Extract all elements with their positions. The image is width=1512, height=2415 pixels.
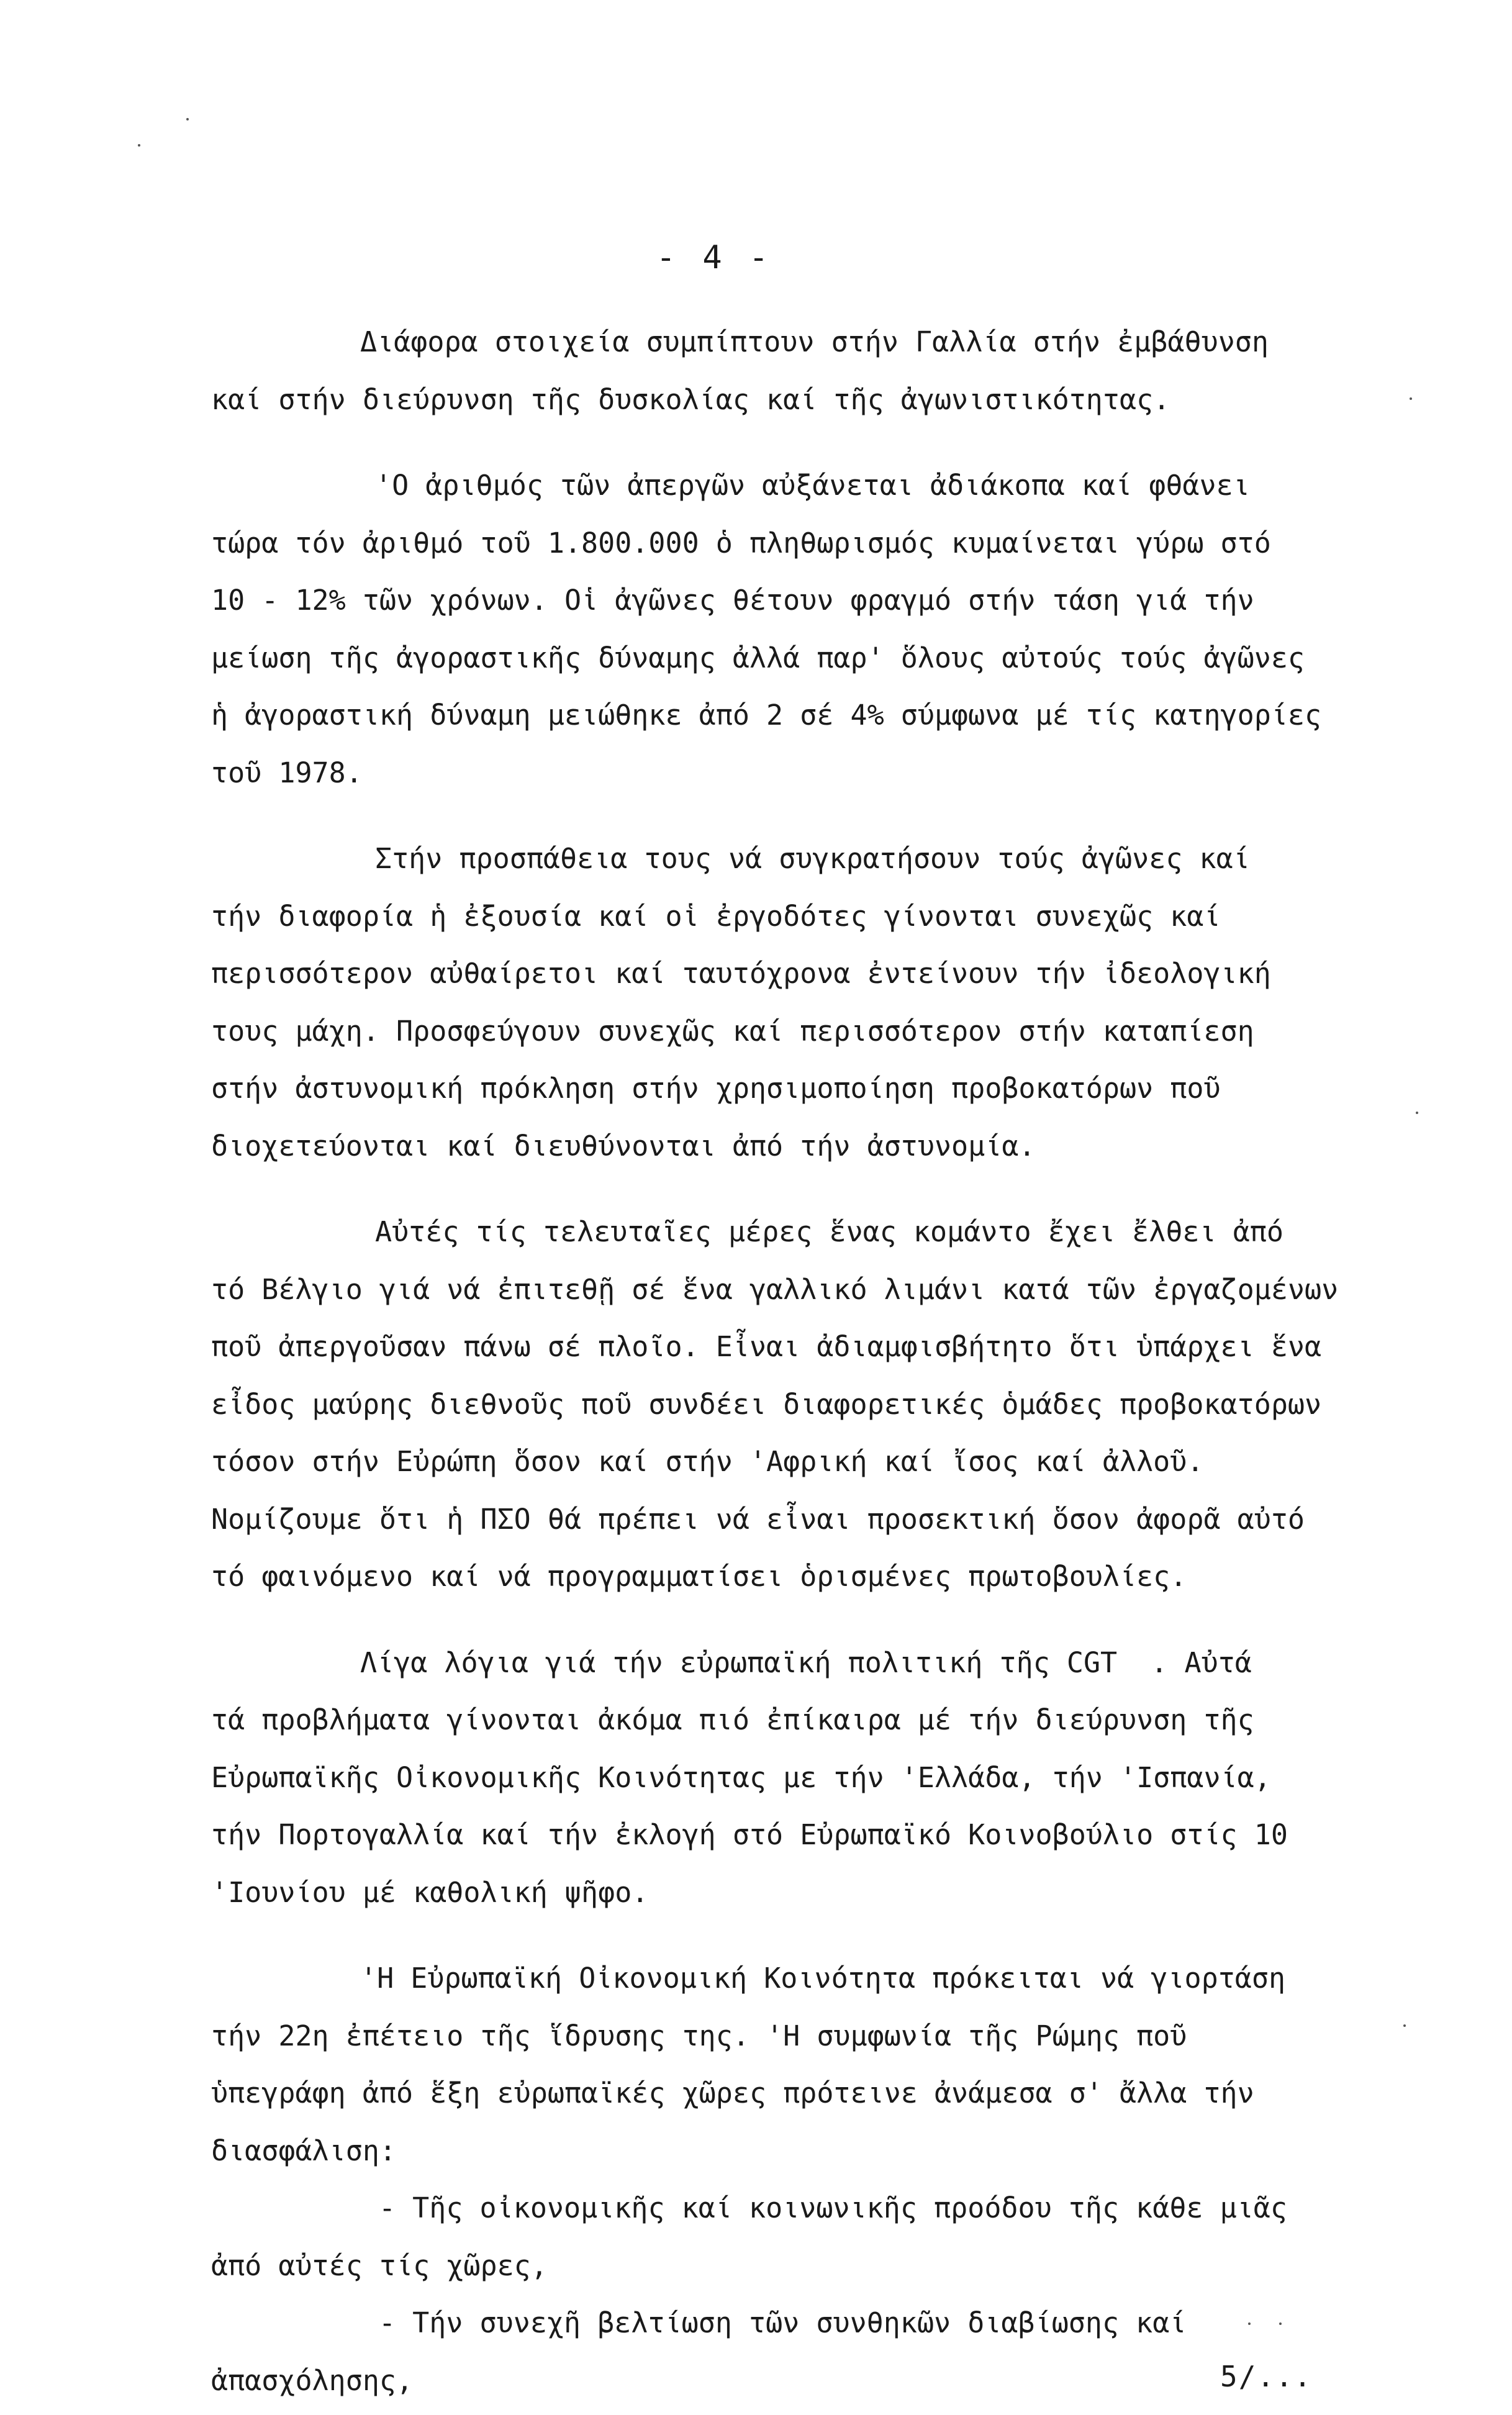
text-line: Λίγα λόγια γιά τήν εὐρωπαϊκή πολιτική τῆς CGT . Αὐτά bbox=[360, 1646, 1252, 1679]
scan-speck bbox=[1403, 2024, 1406, 2027]
text-line: - Τῆς οἰκονομικῆς καί κοινωνικῆς προόδου τῆς κάθε μιᾶς bbox=[379, 2191, 1287, 2224]
paragraph-3 bbox=[211, 830, 1441, 1175]
text-line: ἡ ἀγοραστική δύναμη μειώθηκε ἀπό 2 σέ 4% σύμφωνα μέ τίς κατηγορίες bbox=[211, 699, 1322, 732]
text-line: τώρα τόν ἀριθμό τοῦ 1.800.000 ὁ πληθωρισμός κυμαίνεται γύρω στό bbox=[211, 526, 1271, 560]
scan-speck bbox=[1248, 2322, 1251, 2325]
text-line: τους μάχη. Προσφεύγουν συνεχῶς καί περισσότερον στήν καταπίεση bbox=[211, 1014, 1254, 1048]
scan-speck bbox=[138, 144, 140, 147]
scan-speck bbox=[186, 118, 189, 120]
text-line: τήν Πορτογαλλία καί τήν ἐκλογή στό Εὐρωπαϊκό Κοινοβούλιο στίς 10 bbox=[211, 1818, 1288, 1851]
paragraph-4 bbox=[211, 1203, 1441, 1606]
text-line: Διάφορα στοιχεία συμπίπτουν στήν Γαλλία στήν ἐμβάθυνση bbox=[360, 325, 1269, 358]
next-page-marker: 5/... bbox=[1220, 2360, 1313, 2393]
text-line: τήν διαφορία ἡ ἐξουσία καί οἱ ἐργοδότες γίνονται συνεχῶς καί bbox=[211, 899, 1221, 933]
text-line: περισσότερον αὐθαίρετοι καί ταυτόχρονα ἐντείνουν τήν ἰδεολογική bbox=[211, 957, 1271, 990]
paragraph-1 bbox=[211, 314, 1441, 428]
text-line: ἀπασχόλησης, bbox=[211, 2363, 414, 2397]
scan-speck bbox=[1410, 397, 1412, 400]
text-line: Νομίζουμε ὅτι ἡ ΠΣΟ θά πρέπει νά εἶναι προσεκτική ὅσον ἀφορᾶ αὐτό bbox=[211, 1502, 1305, 1536]
text-line: 'Η Εὐρωπαϊκή Οἰκονομική Κοινότητα πρόκειται νά γιορτάση bbox=[360, 1962, 1286, 1995]
text-line: τόσον στήν Εὐρώπη ὅσον καί στήν 'Αφρική καί ἴσος καί ἀλλοῦ. bbox=[211, 1445, 1204, 1478]
page-number: - 4 - bbox=[656, 239, 772, 276]
paragraph-2 bbox=[211, 457, 1441, 802]
text-line: καί στήν διεύρυνση τῆς δυσκολίας καί τῆς ἀγωνιστικότητας. bbox=[211, 383, 1170, 416]
text-line: ὑπεγράφη ἀπό ἕξη εὐρωπαϊκές χῶρες πρότεινε ἀνάμεσα σ' ἄλλα τήν bbox=[211, 2077, 1254, 2109]
scan-speck bbox=[1416, 1112, 1418, 1114]
text-line: ἀπό αὐτές τίς χῶρες, bbox=[211, 2249, 548, 2282]
paragraph-5 bbox=[211, 1634, 1441, 1922]
scan-speck bbox=[1279, 2322, 1282, 2325]
text-line: τοῦ 1978. bbox=[211, 756, 363, 789]
text-line: 'Ιουνίου μέ καθολική ψῆφο. bbox=[211, 1875, 649, 1909]
text-line: - Τήν συνεχῆ βελτίωση τῶν συνθηκῶν διαβίωσης καί bbox=[379, 2306, 1187, 2339]
text-line: τό φαινόμενο καί νά προγραμματίσει ὁρισμένες πρωτοβουλίες. bbox=[211, 1560, 1187, 1593]
text-line: τό Βέλγιο γιά νά ἐπιτεθῇ σέ ἕνα γαλλικό λιμάνι κατά τῶν ἐργαζομένων bbox=[211, 1272, 1339, 1306]
text-line: εἶδος μαύρης διεθνοῦς ποῦ συνδέει διαφορετικές ὁμάδες προβοκατόρων bbox=[211, 1387, 1322, 1421]
list-item-1 bbox=[211, 2180, 1441, 2295]
text-line: μείωση τῆς ἀγοραστικῆς δύναμης ἀλλά παρ' ὅλους αὐτούς τούς ἀγῶνες bbox=[211, 641, 1305, 674]
text-line: διασφάλιση: bbox=[211, 2134, 397, 2167]
paragraph-6 bbox=[211, 1950, 1441, 2180]
document-body bbox=[211, 314, 1441, 2409]
text-line: στήν ἀστυνομική πρόκληση στήν χρησιμοποίηση προβοκατόρων ποῦ bbox=[211, 1072, 1221, 1105]
text-line: τήν 22η ἐπέτειο τῆς ἵδρυσης της. 'Η συμφωνία τῆς Ρώμης ποῦ bbox=[211, 2019, 1187, 2052]
text-line: διοχετεύονται καί διευθύνονται ἀπό τήν ἀστυνομία. bbox=[211, 1129, 1036, 1162]
text-line: Εὐρωπαϊκῆς Οἰκονομικῆς Κοινότητας με τήν 'Ελλάδα, τήν 'Ισπανία, bbox=[211, 1760, 1271, 1794]
text-line: 10 - 12% τῶν χρόνων. Οἱ ἀγῶνες θέτουν φραγμό στήν τάση γιά τήν bbox=[211, 584, 1254, 617]
text-line: ποῦ ἀπεργοῦσαν πάνω σέ πλοῖο. Εἶναι ἀδιαμφισβήτητο ὅτι ὑπάρχει ἕνα bbox=[211, 1330, 1322, 1363]
text-line: Αὐτές τίς τελευταῖες μέρες ἕνας κομάντο ἔχει ἔλθει ἀπό bbox=[375, 1215, 1283, 1248]
text-line: 'Ο ἀριθμός τῶν ἀπεργῶν αὐξάνεται ἀδιάκοπα καί φθάνει bbox=[375, 469, 1250, 502]
text-line: Στήν προσπάθεια τους νά συγκρατήσουν τούς ἀγῶνες καί bbox=[375, 842, 1250, 875]
text-line: τά προβλήματα γίνονται ἀκόμα πιό ἐπίκαιρα μέ τήν διεύρυνση τῆς bbox=[211, 1703, 1254, 1736]
